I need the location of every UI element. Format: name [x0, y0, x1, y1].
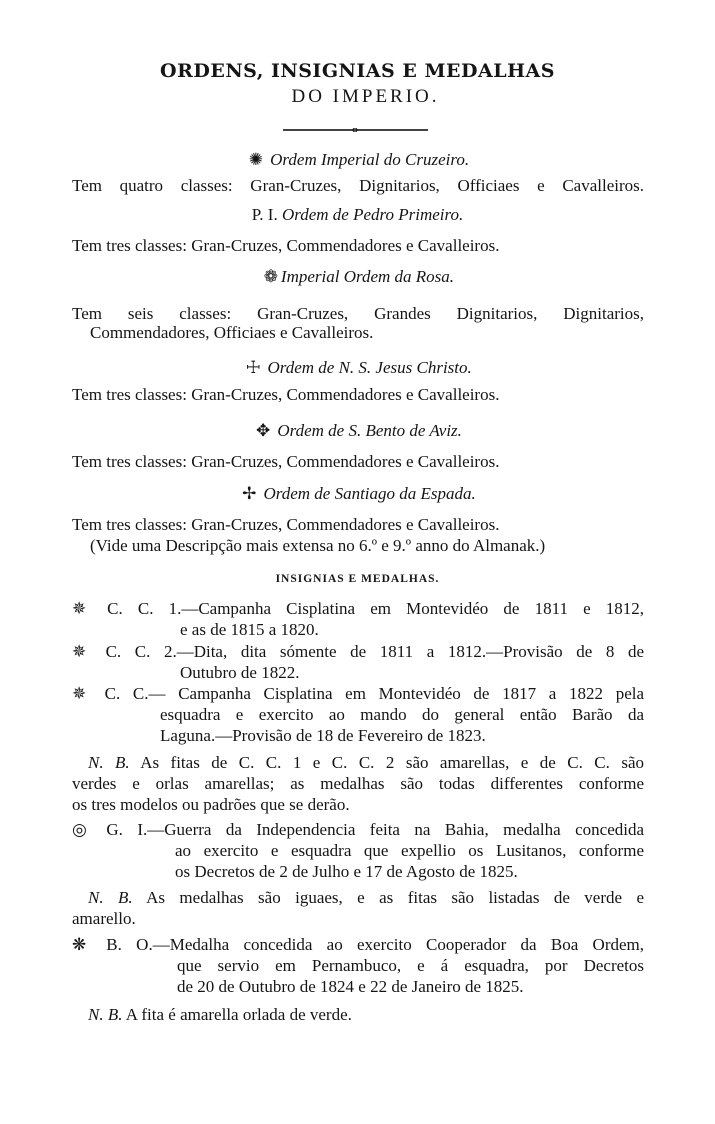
entry-cont: que servio em Pernambuco, e á esquadra, por Decretos [177, 956, 644, 975]
nb-cont: verdes e orlas amarellas; as medalhas são todas differentes conforme [72, 774, 644, 793]
star-icon: ❋ [72, 935, 87, 954]
entry-text: C. C.— Campanha Cisplatina em Montevidéo de 1817 a 1822 pela [104, 684, 645, 703]
cross-star-icon: ✵ [72, 642, 87, 661]
entry-cont: os Decretos de 2 de Julho e 17 de Agosto de 1825. [175, 862, 518, 881]
order-classes: Tem tres classes: Gran-Cruzes, Commendadores e Cavalleiros. [72, 236, 500, 255]
insignia-entry [72, 935, 644, 955]
ornament-divider-icon [283, 128, 428, 132]
insignia-entry [72, 820, 644, 840]
entry-text: B. O.—Medalha concedida ao exercito Cooperador da Boa Ordem, [106, 935, 644, 954]
nb-text: As medalhas são iguaes, e as fitas são listadas de verde e [146, 888, 645, 907]
nota-bene [88, 1005, 352, 1025]
nb-text: As fitas de C. C. 1 e C. C. 2 são amarellas, e de C. C. são [140, 753, 645, 772]
entry-text: G. I.—Guerra da Independencia feita na Bahia, medalha concedida [106, 820, 645, 839]
nota-bene [88, 753, 644, 773]
concentric-circle-icon: ◎ [72, 820, 87, 839]
order-prefix: P. I. [251, 205, 278, 224]
order-heading-aviz [0, 421, 715, 441]
entry-text: C. C. 2.—Dita, dita sómente de 1811 a 1812.—Provisão de 8 de [105, 642, 644, 661]
page-subtitle: DO IMPERIO. [291, 86, 440, 107]
order-heading-santiago [0, 484, 715, 504]
nb-cont: os tres modelos ou padrões que se derão. [72, 795, 350, 814]
insignia-entry [72, 599, 644, 619]
order-name: Imperial Ordem da Rosa. [280, 267, 455, 286]
order-name: Ordem Imperial do Cruzeiro. [270, 150, 470, 169]
order-classes: Tem seis classes: Gran-Cruzes, Grandes Dignitarios, Dignitarios, [72, 304, 644, 323]
order-name: Ordem de S. Bento de Aviz. [277, 421, 462, 440]
order-heading-cruzeiro [0, 150, 715, 170]
nb-label: N. B. [88, 888, 133, 907]
nb-label: N. B. [88, 1005, 123, 1024]
cross-star-icon: ✵ [72, 599, 87, 618]
order-heading-rosa [0, 267, 715, 287]
order-classes-cont: Commendadores, Officiaes e Cavalleiros. [90, 323, 374, 342]
order-classes: Tem tres classes: Gran-Cruzes, Commendadores e Cavalleiros. [72, 452, 500, 471]
order-classes: Tem quatro classes: Gran-Cruzes, Dignitarios, Officiaes e Cavalleiros. [72, 176, 644, 195]
order-name: Ordem de Pedro Primeiro. [281, 205, 464, 224]
order-heading-christo [0, 358, 715, 378]
nb-cont: amarello. [72, 909, 136, 928]
aviz-cross-icon: ✥ [255, 421, 271, 440]
order-classes: Tem tres classes: Gran-Cruzes, Commendadores e Cavalleiros. [72, 515, 500, 534]
cruzeiro-star-icon: ✺ [248, 150, 264, 169]
nb-label: N. B. [88, 753, 130, 772]
insignia-entry [72, 642, 644, 662]
entry-cont: Laguna.—Provisão de 18 de Fevereiro de 1823. [160, 726, 486, 745]
entry-cont: e as de 1815 a 1820. [180, 620, 319, 639]
entry-text: C. C. 1.—Campanha Cisplatina em Montevidéo de 1811 e 1812, [107, 599, 645, 618]
cross-star-icon: ✵ [72, 684, 87, 703]
insignia-entry [72, 684, 644, 704]
order-heading-pedro [0, 205, 715, 225]
nota-bene [88, 888, 644, 908]
order-note: (Vide uma Descripção mais extensa no 6.º e 9.º anno do Almanak.) [90, 536, 546, 555]
order-name: Ordem de Santiago da Espada. [263, 484, 476, 503]
entry-cont: de 20 de Outubro de 1824 e 22 de Janeiro de 1825. [177, 977, 524, 996]
section-heading: INSIGNIAS E MEDALHAS. [275, 573, 440, 585]
entry-cont: ao exercito e esquadra que expellio os Lusitanos, conforme [175, 841, 644, 860]
order-classes: Tem tres classes: Gran-Cruzes, Commendadores e Cavalleiros. [72, 385, 500, 404]
entry-cont: esquadra e exercito ao mando do general então Barão da [160, 705, 644, 724]
santiago-cross-icon: ✢ [242, 484, 257, 503]
order-name: Ordem de N. S. Jesus Christo. [267, 358, 472, 377]
rosa-badge-icon: ❁ [263, 267, 279, 286]
cross-icon: ☩ [245, 358, 261, 377]
nb-text: A fita é amarella orlada de verde. [125, 1005, 352, 1024]
page-title: ORDENS, INSIGNIAS E MEDALHAS [160, 60, 555, 82]
entry-cont: Outubro de 1822. [180, 663, 300, 682]
